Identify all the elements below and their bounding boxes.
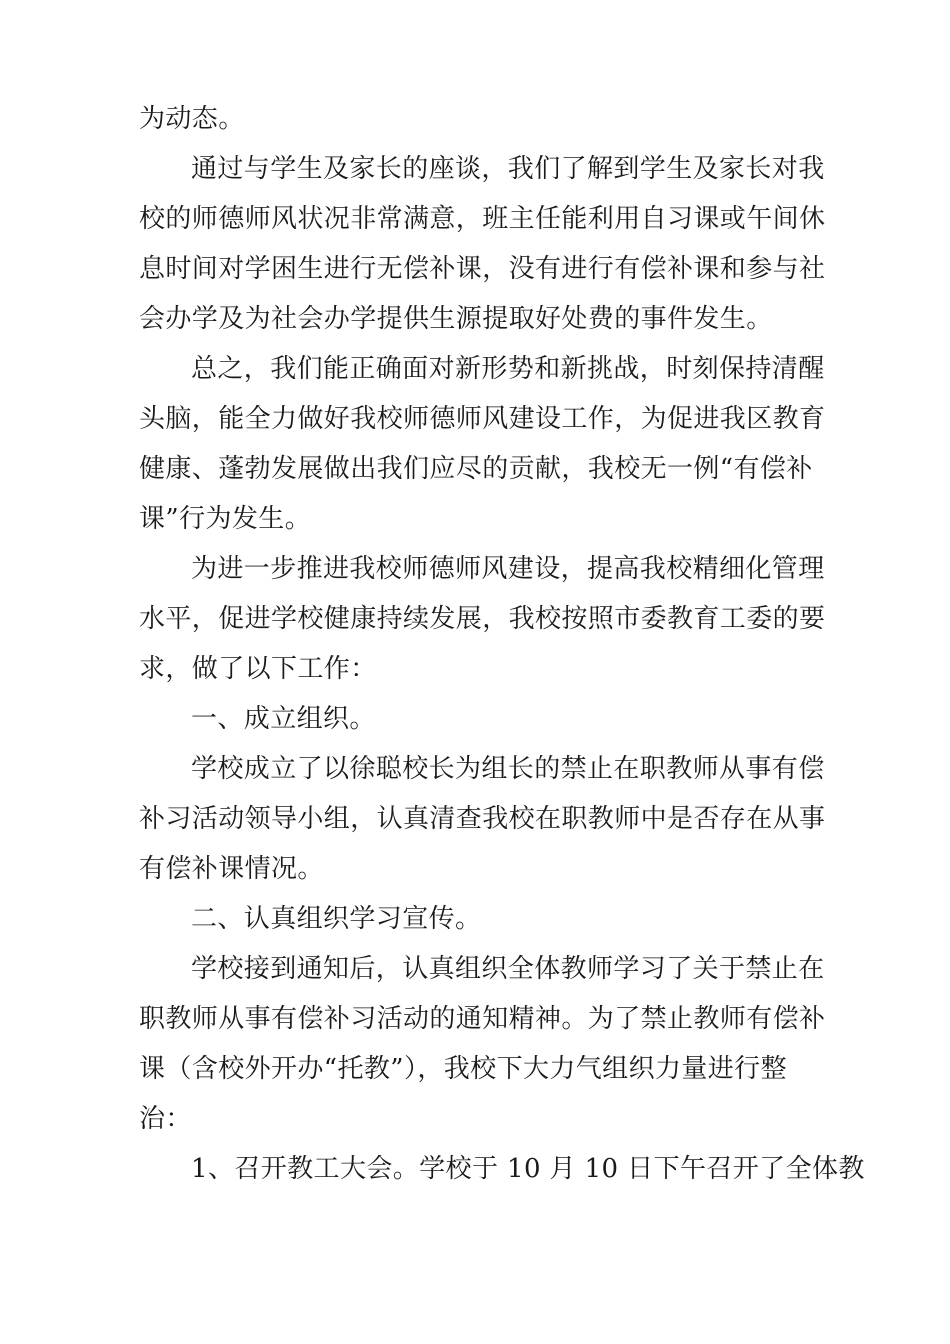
text-line-3: 校的师德师风状况非常满意，班主任能利用自习课或午间休 xyxy=(139,204,826,234)
text-line-10: 为进一步推进我校师德师风建设，提高我校精细化管理 xyxy=(191,554,825,584)
section-heading-2: 二、认真组织学习宣传。 xyxy=(191,904,482,934)
text-line-12: 求，做了以下工作： xyxy=(139,654,377,684)
text-line-9: 课”行为发生。 xyxy=(139,504,312,534)
text-line-19: 职教师从事有偿补习活动的通知精神。为了禁止教师有偿补 xyxy=(139,1004,826,1034)
text-line-16: 有偿补课情况。 xyxy=(139,854,324,884)
text-line-21: 治： xyxy=(139,1104,192,1134)
text-line-4: 息时间对学困生进行无偿补课，没有进行有偿补课和参与社 xyxy=(139,254,826,284)
text-line-7: 头脑，能全力做好我校师德师风建设工作，为促进我区教育 xyxy=(139,404,826,434)
text-line-11: 水平，促进学校健康持续发展，我校按照市委教育工委的要 xyxy=(139,604,826,634)
text-line-5: 会办学及为社会办学提供生源提取好处费的事件发生。 xyxy=(139,304,773,334)
section-heading-1: 一、成立组织。 xyxy=(191,704,376,734)
text-line-18: 学校接到通知后，认真组织全体教师学习了关于禁止在 xyxy=(191,954,825,984)
text-line-1: 为动态。 xyxy=(139,104,245,134)
document-body xyxy=(139,94,865,1194)
text-line-2: 通过与学生及家长的座谈，我们了解到学生及家长对我 xyxy=(191,154,825,184)
text-line-6: 总之，我们能正确面对新形势和新挑战，时刻保持清醒 xyxy=(191,354,825,384)
text-line-20: 课（含校外开办“托教”），我校下大力气组织力量进行整 xyxy=(139,1054,787,1084)
text-line-8: 健康、蓬勃发展做出我们应尽的贡献，我校无一例“有偿补 xyxy=(139,454,813,484)
text-line-22: 1、召开教工大会。学校于 10 月 10 日下午召开了全体教 xyxy=(191,1154,865,1184)
text-line-15: 补习活动领导小组，认真清查我校在职教师中是否存在从事 xyxy=(139,804,826,834)
text-line-14: 学校成立了以徐聪校长为组长的禁止在职教师从事有偿 xyxy=(191,754,825,784)
